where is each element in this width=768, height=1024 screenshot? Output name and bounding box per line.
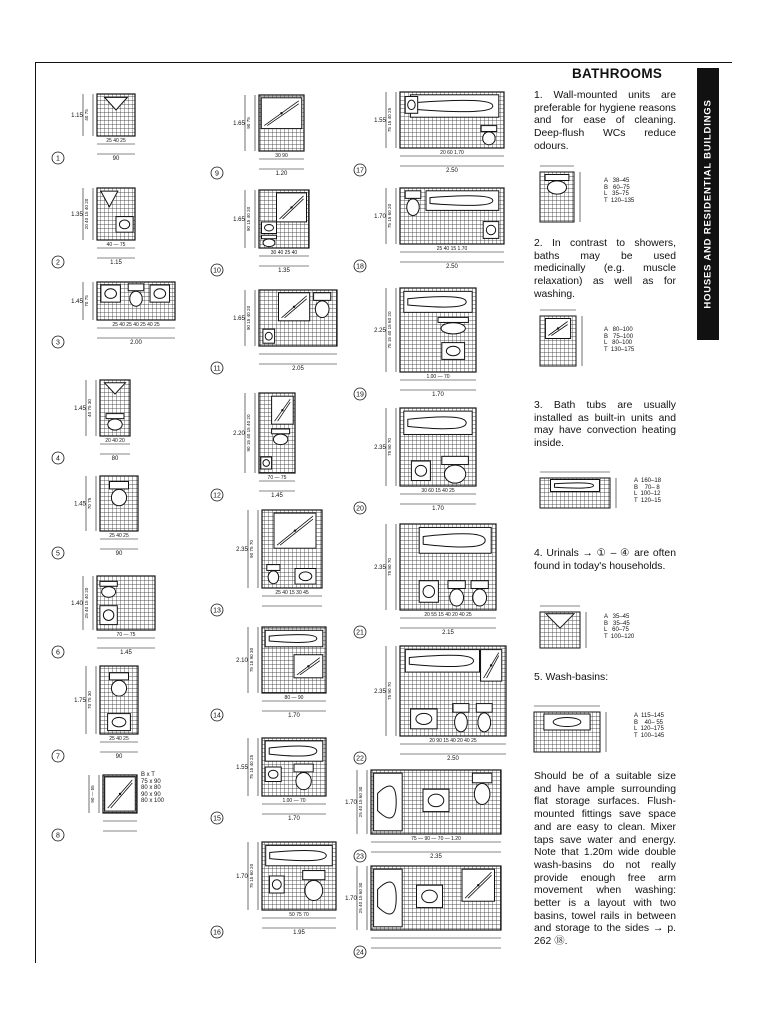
dim-side: 90 15 40 20 [246,206,251,232]
basin-bowl [265,332,272,340]
note-1: 1. Wall-mounted units are preferable for hygiene reasons and for ease of cleaning. Deep-flush WCs reduce odours. [534,90,676,152]
wc-bowl [455,713,468,732]
dim-side: 25 40 15 60 30 [358,882,363,914]
dim-side: 75 90 70 [387,438,392,456]
plate-20 [354,408,476,514]
basin-bowl [265,224,274,230]
dim-height: 2.35 [374,565,386,571]
basin-bowl [154,289,166,299]
dim-width: 90 [112,156,120,162]
dim-height: 1.45 [74,501,86,508]
dim-height: 1.15 [71,113,83,119]
wc-tank [110,482,129,489]
basin-bowl [299,572,312,581]
plate-5 [52,476,138,559]
dim-height: 1.55 [374,118,386,124]
dim-side: 75 15 40 25 [387,107,392,133]
wc-bowl [444,465,465,483]
dim-side: 70 75 [87,497,92,510]
bath-inner [378,882,397,914]
dim-table-1: A 38–45 B 60–75 L 35–75 T 120–135 [604,178,635,204]
plate-number: 20 [356,505,364,513]
dim-table-5: A 115–145 B 40– 55 L 120–175 T 100–145 [634,713,665,739]
wc-bowl [441,323,465,334]
shower-drain [281,409,283,411]
wc-tank [453,704,469,713]
dim-height: 2.35 [374,445,386,451]
basin-bowl [415,465,426,476]
basin-bowl [422,890,438,903]
dim-width: 2.05 [292,366,304,372]
dim-height: 1.75 [74,698,86,704]
dim-width: 1.35 [278,268,290,274]
wc-tank [472,773,492,783]
dim-width: 1.20 [275,171,288,177]
dim-sub: 20 60 1.70 [440,150,464,156]
wc-bowl [315,301,329,318]
wc-tank [545,175,569,181]
note-4: 4. Urinals → ① – ④ are often found in today's households. [534,548,676,572]
dim-sub: 70 — 75 [116,632,136,638]
plate-21 [354,524,496,638]
plate-10 [211,190,309,276]
dim-side: 40 75 [84,109,89,121]
basin-bowl [423,585,435,597]
basin-bowl [268,770,278,778]
dim-sub: 40 — 75 [106,242,126,248]
dim-width: 1.70 [432,506,444,512]
wc-tank [438,317,468,322]
dim-height: 1.70 [345,800,357,806]
wc-tank [442,456,469,464]
shower-drain [293,306,295,308]
wc-tank [106,414,124,419]
plate-1 [52,94,135,164]
side-tab [697,68,719,340]
plate-15 [211,738,326,824]
dim-side: 75 15 90 30 [249,647,254,673]
dim-side: 75 15 60 20 [249,863,254,889]
plate-number: 5 [56,550,60,558]
dim-width: 90 [115,551,123,557]
plate-11 [211,290,337,374]
dim-height: 1.45 [71,299,83,305]
dim-width: 80 [111,456,119,462]
bath-inner [555,483,594,488]
wc-bowl [478,713,491,732]
wc-tank [481,126,497,132]
plate-number: 17 [356,167,364,175]
dim-height: 2.20 [233,431,245,437]
plate-number: 18 [356,263,364,271]
dim-width: 1.95 [293,930,305,936]
dim-side: 75 90 70 [387,558,392,576]
plate-18 [354,188,504,272]
dim-width: 1.70 [432,392,444,398]
plate-number: 10 [213,267,221,275]
plate-number: 14 [213,712,221,720]
dim-table-3: A 160–18 B 70– 8 L 100–12 T 120–15 [634,478,662,504]
dim-width: 2.50 [446,264,458,270]
dim-height: 1.70 [374,214,386,220]
bath-inner [408,417,466,429]
basin-bowl [119,220,129,229]
wc-bowl [111,680,126,696]
bath-inner [408,297,466,307]
dim-side: 90 75 70 [249,540,254,558]
wc-tank [405,191,421,199]
wc-bowl [111,489,126,505]
shower-drain [290,206,292,208]
note-5: 5. Wash-basins: [534,672,609,683]
diagram-bath [540,472,616,508]
dim-height: 1.65 [233,217,245,223]
plate-17 [354,92,504,176]
wc-bowl [450,589,464,606]
dim-width: 1.45 [271,493,283,499]
plate-19 [354,288,476,400]
wc-bowl [273,434,287,445]
basin-bowl [428,794,444,807]
dim-side: 25 40 15 40 20 [84,587,89,619]
basin-bowl [103,610,113,621]
shower-drain [477,884,479,886]
dim-sub: 20 40 20 [105,438,125,444]
dim-side: 70 75 [84,295,89,307]
wc-tank [303,871,325,880]
dim-height: 2.10 [236,658,248,664]
plate-number: 8 [56,832,60,840]
dim-width: 2.50 [447,756,459,762]
dim-side: 40 75 30 [87,399,92,417]
bath-inner [378,786,397,818]
dim-side: 70 75 30 [87,691,92,709]
dim-sub: 1.00 — 70 [426,374,450,380]
shower-drain [280,112,282,114]
wc-tank [110,673,129,680]
dim-sub: 30 60 15 40 25 [421,488,455,494]
page-title: BATHROOMS [572,66,663,81]
plate-13 [211,510,322,616]
plate-number: 12 [213,492,221,500]
plate-number: 6 [56,649,60,657]
dim-width: 2.35 [430,854,442,860]
basin-bowl [486,225,495,234]
shower-drain [119,793,121,795]
wc-tank [267,565,280,571]
dim-height: 1.55 [236,765,248,771]
dim-height: 1.35 [71,212,83,218]
dim-sub: 70 — 75 [267,475,287,481]
wc-tank [272,429,290,434]
dim-width: 2.15 [442,630,454,636]
plate-12 [211,393,295,501]
bath-inner [430,196,493,206]
dim-width: 1.15 [110,260,122,266]
dim-height: 1.65 [233,316,245,322]
shower-drain [490,664,492,666]
plate-14 [211,627,326,721]
shower-size-table: B x T 75 x 90 80 x 80 90 x 90 80 x 100 [141,772,165,804]
dim-side: 90 15 40 20 [246,305,251,331]
dim-side: 90 75 [246,117,251,129]
wc-tank [100,581,117,586]
shower-drain [557,327,559,329]
plate-number: 22 [356,755,364,763]
shower-drain [307,665,309,667]
wc-bowl [483,132,495,145]
bath-inner [269,746,317,756]
shower-drain [294,529,296,531]
plate-number: 15 [213,815,221,823]
wc-bowl [102,587,116,598]
dim-sub: 25 40 25 40 25 40 25 [112,322,160,328]
side-tab-label: HOUSES AND RESIDENTIAL BUILDINGS [702,99,714,309]
dim-sub: 20 90 15 40 20 40 25 [429,738,477,744]
dim-width: 1.45 [120,650,132,656]
dim-height: 1.70 [236,874,248,880]
dim-sub: 75 — 90 — 70 — 1.20 [411,836,461,842]
dim-sub: 30 90 [275,153,288,159]
plate-8 [52,775,137,841]
plate-6 [52,576,155,658]
dim-height: 2.35 [374,689,386,695]
bath-inner [269,635,317,643]
plate-7 [52,666,138,762]
note-6: Should be of a suitable size and have ample surrounding flat storage surfaces. Flush-mounted fittings save space and are easy to clean. Mixer taps save water and energy. Note that 1.20m wide double wash-basins do not really provide enough free arm movement when washing: better is a layout with two basins, towel rails in between and storage to the sides → p. 262 ⑱. [534,771,676,948]
basin-bowl [105,289,117,299]
plate-4 [52,380,130,464]
wc-tank [262,235,277,238]
dim-sub: 1.00 — 70 [282,798,306,804]
basin-bowl [416,713,432,724]
plate-number: 21 [356,629,364,637]
wc-bowl [474,783,490,804]
dim-height: 1.40 [71,601,83,607]
dim-sub: 80 — 90 [284,695,304,701]
plate-3 [52,282,175,348]
wc-bowl [547,181,566,194]
diagram-shower [540,310,582,366]
plate-number: 3 [56,339,60,347]
dim-sub: 30 40 25 40 [270,250,298,256]
note-2: 2. In contrast to showers, baths may be used medicinally (e.g. muscle relaxation) as well as for washing. [534,238,676,300]
dim-height: 1.45 [74,406,86,412]
dim-side: 75 15 40 25 [249,754,254,780]
plate-number: 23 [356,853,364,861]
plate-number: 1 [56,155,60,163]
plate-number: 7 [56,753,60,761]
wc-bowl [296,772,311,789]
wc-bowl [263,239,275,247]
wc-bowl [130,291,142,306]
basin-bowl [408,100,415,109]
bath-inner [423,534,485,547]
dim-height: 1.65 [233,121,245,127]
dim-width: 1.70 [288,713,300,719]
plate-number: 24 [356,949,364,957]
bath-inner [414,100,492,111]
bath-inner [270,851,327,861]
bath-inner [409,655,473,666]
plate-number: 9 [215,170,219,178]
basin-bowl [553,718,581,727]
wc-bowl [305,880,323,900]
plate-22 [354,646,506,764]
dim-sub: 25 40 15 1.70 [436,246,468,252]
wc-tank [128,284,144,291]
dim-side: 90 15 40 15 40 20 [246,414,251,452]
dim-side: 20 40 15 40 20 [84,198,89,230]
plate-number: 13 [213,607,221,615]
dim-sub: 25 40 15 30 45 [275,590,309,596]
plate-24 [354,866,501,958]
wc-bowl [473,589,487,606]
basin-bowl [112,717,126,727]
dim-sub: 25 40 25 [106,138,126,144]
dim-sub: 20 55 15 40 20 40 25 [424,612,472,618]
dim-width: 90 [115,754,123,760]
diagram-urinal [540,606,586,648]
wc-bowl [268,571,279,584]
wc-tank [294,764,313,772]
basin-bowl [446,346,460,355]
dim-side: 75 15 40 15 60 20 [387,311,392,349]
dim-width: 2.50 [446,168,458,174]
note-3: 3. Bath tubs are usually installed as built-in units and may have convection heating inside. [534,400,676,450]
dim-height: 1.70 [345,896,357,902]
plate-number: 19 [356,391,364,399]
wc-bowl [108,419,122,430]
wc-tank [471,581,488,589]
dim-height: 2.25 [374,328,386,334]
plate-number: 11 [213,365,221,373]
basin-bowl [272,880,281,890]
plate-number: 2 [56,259,60,267]
wc-bowl [407,199,419,216]
dim-width: 1.70 [288,816,300,822]
plate-9 [211,95,304,179]
dim-table-2: A 80–100 B 75–100 L 80–100 T 130–175 [604,327,635,353]
wc-tank [314,293,331,301]
dim-side: 75 90 70 [387,682,392,700]
dim-sub: 25 40 25 [109,736,129,742]
dim-side: 25 40 15 60 30 [358,786,363,818]
dim-side: 75 15 60 20 [387,203,392,229]
wc-tank [476,704,492,713]
dim-sub: 50 75 70 [289,912,309,918]
diagram-wash-basins [534,706,606,752]
dim-sub: 25 40 25 [109,533,129,539]
plate-number: 16 [213,929,221,937]
basin-bowl [263,460,269,467]
diagram-wc [540,166,580,222]
plate-2 [52,188,135,268]
wc-tank [448,581,465,589]
dim-side: 90 — 55 [90,785,95,803]
plate-23 [354,770,501,862]
dim-table-4: A 35–45 B 35–45 L 60–75 T 100–120 [604,614,635,640]
plate-16 [211,842,336,938]
plate-number: 4 [56,455,60,463]
dim-height: 2.35 [236,547,248,553]
dim-width: 2.00 [130,340,142,346]
